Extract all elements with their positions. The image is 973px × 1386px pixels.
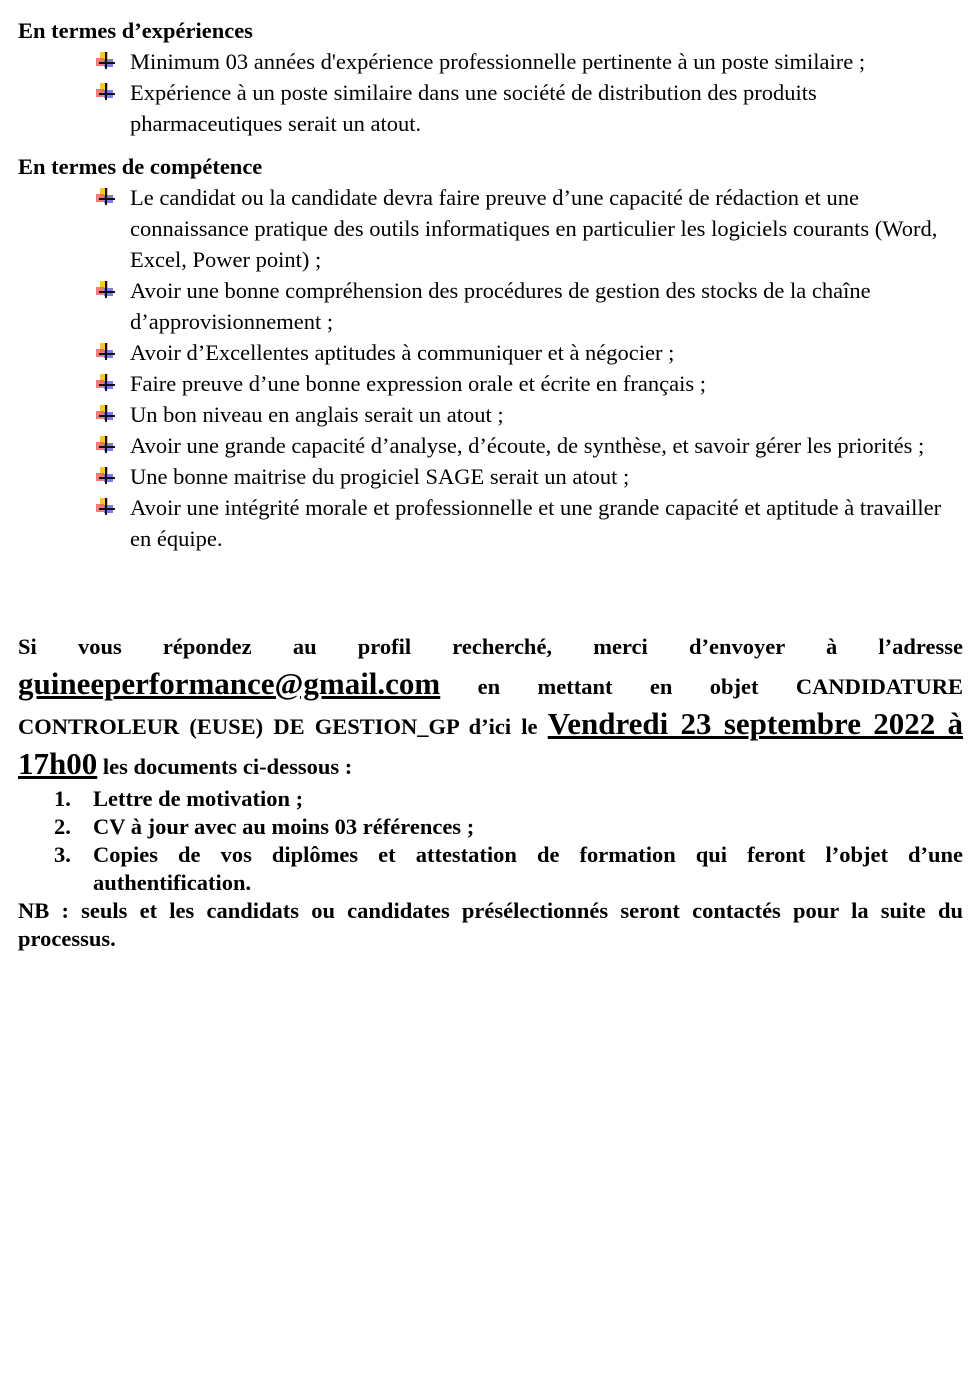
application-paragraph	[18, 628, 963, 785]
document-item	[18, 813, 963, 841]
list-item	[18, 77, 963, 139]
bullet-icon	[96, 52, 116, 70]
bullet-icon	[96, 343, 116, 361]
experience-list	[18, 46, 963, 139]
competence-section	[18, 151, 963, 554]
list-item	[18, 337, 963, 368]
list-item-text: Avoir une bonne compréhension des procédures de gestion des stocks de la chaîne d’approvisionnement ;	[130, 278, 871, 334]
competence-list	[18, 182, 963, 554]
item-number: 3.	[54, 842, 71, 867]
list-item-text: Une bonne maitrise du progiciel SAGE serait un atout ;	[130, 464, 630, 489]
after-text: les documents ci-dessous :	[102, 754, 353, 779]
bullet-icon	[96, 436, 116, 454]
list-item	[18, 275, 963, 337]
list-item	[18, 368, 963, 399]
item-number: 2.	[54, 814, 71, 839]
section-heading: En termes d’expériences	[18, 18, 253, 43]
experience-section	[18, 15, 963, 139]
list-item-text: Faire preuve d’une bonne expression orale et écrite en français ;	[130, 371, 706, 396]
list-item-text: Minimum 03 années d'expérience professionnelle pertinente à un poste similaire ;	[130, 49, 866, 74]
bullet-icon	[96, 405, 116, 423]
item-number: 1.	[54, 786, 71, 811]
list-item-text: Avoir une grande capacité d’analyse, d’écoute, de synthèse, et savoir gérer les priorités ;	[130, 433, 925, 458]
deadline-text: Vendredi 23 septembre 2022 à 17h00	[18, 706, 964, 781]
list-item-text: Un bon niveau en anglais serait un atout ;	[130, 402, 504, 427]
bullet-icon	[96, 467, 116, 485]
documents-list	[18, 785, 963, 897]
intro-text: Si vous répondez au profil recherché, merci d’envoyer à l’adresse	[18, 634, 963, 659]
list-item	[18, 46, 963, 77]
list-item-text: Avoir d’Excellentes aptitudes à communiquer et à négocier ;	[130, 340, 675, 365]
bullet-icon	[96, 498, 116, 516]
list-item	[18, 430, 963, 461]
bullet-icon	[96, 83, 116, 101]
list-item	[18, 461, 963, 492]
bullet-icon	[96, 281, 116, 299]
item-text: Copies de vos diplômes et attestation de formation qui feront l’objet d’une authentification.	[93, 842, 963, 895]
email-link[interactable]: guineeperformance@gmail.com	[18, 666, 441, 701]
list-item	[18, 399, 963, 430]
list-item-text: Le candidat ou la candidate devra faire preuve d’une capacité de rédaction et une connaissance pratique des outils informatiques en particulier les logiciels courants (Word, Excel, Power point) ;	[130, 185, 938, 272]
subject-text: en mettant en objet CANDIDATURE CONTROLEUR (EUSE) DE GESTION_GP d’ici le	[18, 674, 963, 739]
bullet-icon	[96, 188, 116, 206]
bullet-icon	[96, 374, 116, 392]
list-item-text: Expérience à un poste similaire dans une société de distribution des produits pharmaceutiques serait un atout.	[130, 80, 817, 136]
list-item	[18, 182, 963, 275]
note-text: NB : seuls et les candidats ou candidates présélectionnés seront contactés pour la suite du processus.	[18, 898, 963, 951]
document-item	[18, 785, 963, 813]
application-section	[18, 628, 963, 953]
document-item	[18, 841, 963, 897]
list-item	[18, 492, 963, 554]
item-text: CV à jour avec au moins 03 références ;	[93, 814, 475, 839]
list-item-text: Avoir une intégrité morale et professionnelle et une grande capacité et aptitude à travailler en équipe.	[130, 495, 942, 551]
section-heading: En termes de compétence	[18, 154, 263, 179]
item-text: Lettre de motivation ;	[93, 786, 304, 811]
